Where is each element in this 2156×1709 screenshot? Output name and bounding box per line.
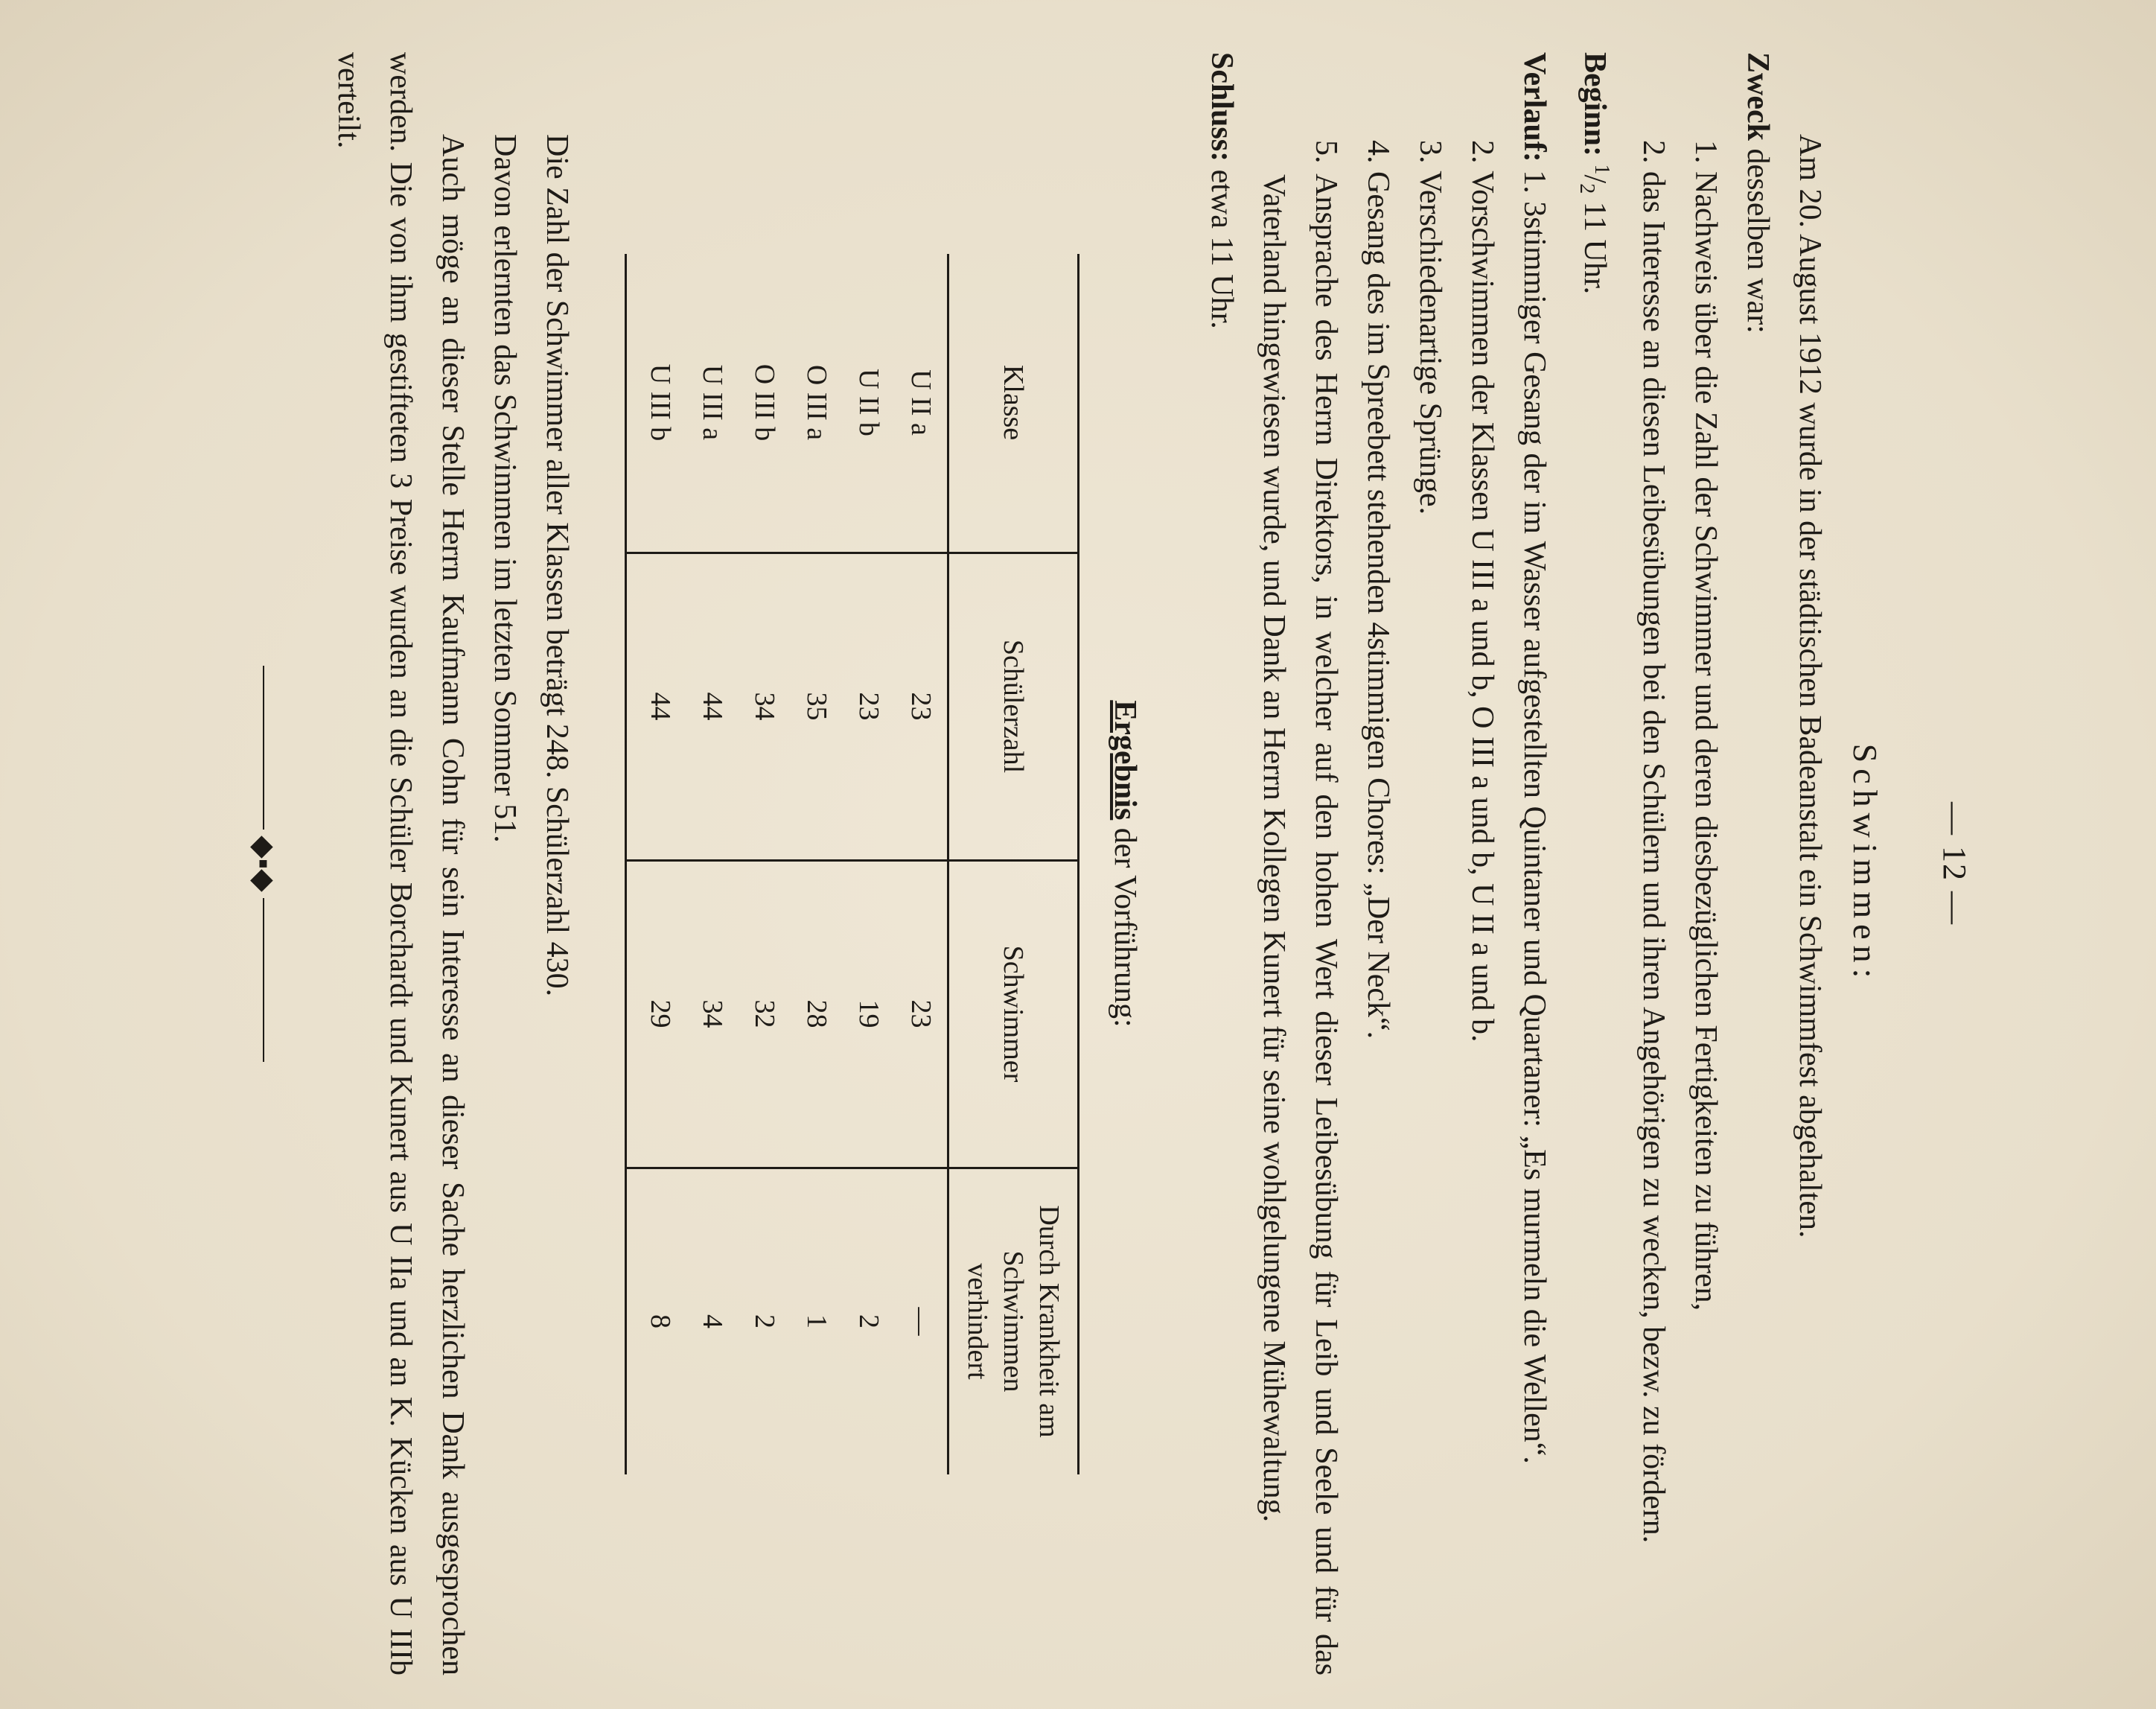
zweck-label: Zweck: [1741, 52, 1775, 141]
cell-verhindert: 4: [686, 1168, 739, 1474]
page-number: — 12 —: [1936, 802, 1973, 926]
cell-schwimmer: 32: [739, 860, 791, 1168]
table-row: [739, 254, 791, 1474]
beginn-label: Beginn:: [1578, 52, 1612, 157]
beginn-fraction-denominator: 2: [1575, 183, 1598, 194]
col-header-klasse: Klasse: [948, 254, 1079, 553]
cell-schuelerzahl: 44: [626, 553, 687, 860]
verlauf-list: [1248, 140, 1508, 1675]
ornament-line-right: [263, 898, 264, 1062]
verlauf-item-2: 2. Vorschwimmen der Klassen U III a und b, O III a und b, U II a und b.: [1465, 140, 1499, 1043]
cell-schwimmer: 34: [686, 860, 739, 1168]
table-row: [686, 254, 739, 1474]
verlauf-item-4: 4. Gesang des im Spreebett stehenden 4stimmigen Chores: „Der Neck“.: [1361, 140, 1395, 1040]
closing-paragraph-1: Die Zahl der Schwimmer aller Klassen beträgt 248. Schülerzahl 430.: [540, 134, 574, 997]
verlauf-first: [1508, 52, 1560, 1675]
verlauf-item-1: 1. 3stimmiger Gesang der im Wasser aufgestellten Quintaner und Quartaner: „Es murmeln die Wellen“.: [1517, 170, 1551, 1464]
col-header-schuelerzahl: Schülerzahl: [948, 553, 1079, 860]
cell-klasse: O III a: [801, 364, 832, 441]
cell-verhindert: 1: [791, 1168, 843, 1474]
ergebnis-heading: [1099, 52, 1151, 1675]
cell-klasse: U II a: [905, 369, 937, 436]
cell-schuelerzahl: 44: [686, 553, 739, 860]
cell-verhindert: 2: [843, 1168, 895, 1474]
cell-schwimmer: 29: [626, 860, 687, 1168]
zweck-item-1: 1. Nachweis über die Zahl der Schwimmer und deren diesbezüglichen Fertigkeiten zu führen,: [1688, 140, 1723, 1311]
ergebnis-label: Ergebnis: [1108, 700, 1142, 821]
schluss-label: Schluss:: [1205, 52, 1239, 162]
cell-schwimmer: 28: [791, 860, 843, 1168]
cell-schwimmer: 19: [843, 860, 895, 1168]
results-table: [625, 254, 1079, 1474]
zweck-heading: [1732, 52, 1784, 1675]
rotated-text-block: [247, 52, 1980, 1675]
beginn-fraction-numerator: 1: [1590, 164, 1613, 175]
table-row: [843, 254, 895, 1474]
zweck-text: desselben war:: [1741, 141, 1775, 334]
table-row: [626, 254, 687, 1474]
cell-klasse: U II b: [853, 369, 884, 436]
cell-klasse: O III b: [749, 363, 780, 442]
table-row: [791, 254, 843, 1474]
schluss-text: etwa 11 Uhr.: [1205, 162, 1239, 329]
cell-verhindert: 8: [626, 1168, 687, 1474]
cell-schwimmer: 23: [895, 860, 948, 1168]
verlauf-item-5: 5. Ansprache des Herrn Direktors, in welcher auf den hohen Wert dieser Leibesübung für Leib und Seele und für das Vaterland hingewiesen wurde, und Dank an Herrn Kollegen Kunert für seine wohlgelungene Mühewaltung.: [1257, 140, 1343, 1675]
col-header-verhindert: Durch Krankheit am Schwimmen verhindert: [948, 1168, 1079, 1474]
cell-schuelerzahl: 23: [843, 553, 895, 860]
schluss-line: [1196, 52, 1248, 1675]
cell-schuelerzahl: 34: [739, 553, 791, 860]
beginn-line: Beginn: $^1/_2$ 11 Uhr.: [1575, 52, 1613, 295]
cell-klasse: U III b: [626, 254, 687, 553]
closing-paragraph-2: Davon erlernten das Schwimmen im letzten Sommer 51.: [488, 134, 522, 843]
zweck-list: [1627, 140, 1732, 1675]
section-title: Schwimmen:: [1846, 743, 1884, 984]
cell-verhindert: —: [895, 1168, 948, 1474]
ergebnis-text: der Vorführung:: [1108, 820, 1142, 1028]
cell-verhindert: 2: [739, 1168, 791, 1474]
ornament-divider: [237, 52, 293, 1675]
beginn-text: 11 Uhr.: [1578, 201, 1612, 295]
closing-paragraph-3: Auch möge an dieser Stelle Herrn Kaufmann Cohn für sein Interesse an dieser Sache herzlichen Dank ausgesprochen werden. Die von ihm gestifteten 3 Preise wurden an die Schüler Borchardt und Kunert aus U IIa und an K. Kücken aus U IIIb verteilt.: [331, 52, 470, 1675]
intro-paragraph: Am 20. August 1912 wurde in der städtischen Badeanstalt ein Schwimmfest abgehalten.: [1793, 134, 1827, 1238]
cell-schuelerzahl: 35: [791, 553, 843, 860]
zweck-item-2: 2. das Interesse an diesen Leibesübungen bei den Schülern und ihren Angehörigen zu wecken, bezw. zu fördern.: [1636, 140, 1671, 1544]
table-row: [895, 254, 948, 1474]
verlauf-label: Verlauf:: [1517, 52, 1551, 162]
col-header-schwimmer: Schwimmer: [948, 860, 1079, 1168]
ornament-glyph: ◆▪◆: [247, 836, 281, 892]
table-header-row: [948, 254, 1079, 1474]
cell-klasse: U III a: [697, 364, 728, 441]
ornament-line-left: [263, 666, 264, 830]
verlauf-item-3: 3. Verschiedenartige Sprünge.: [1413, 140, 1447, 515]
cell-schuelerzahl: 23: [895, 553, 948, 860]
